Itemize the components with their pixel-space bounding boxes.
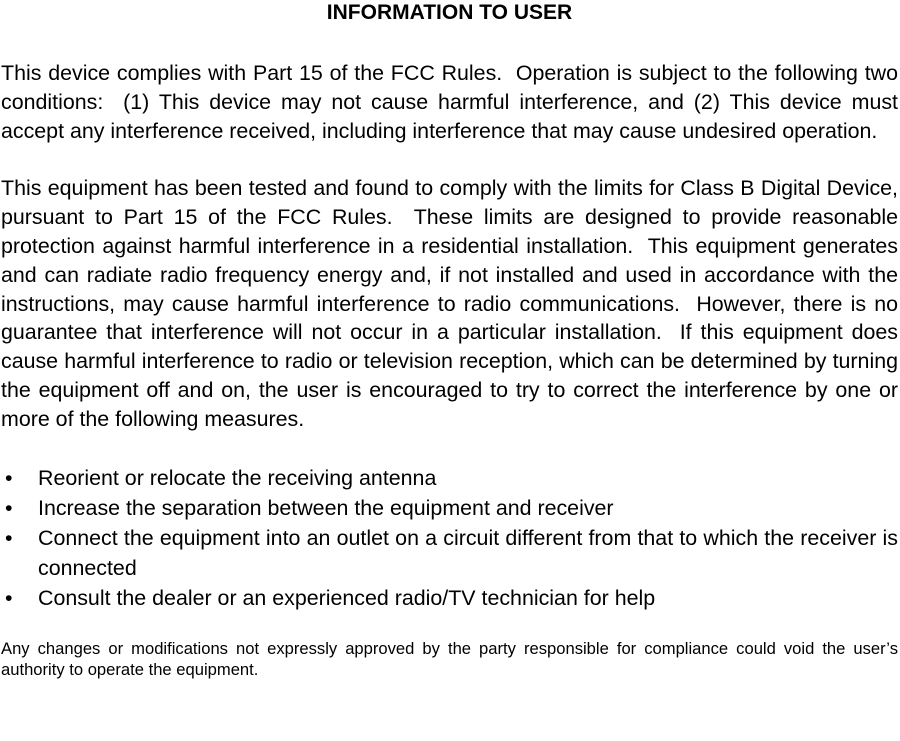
list-item-text: Reorient or relocate the receiving antenna <box>38 465 437 490</box>
list-item-text: Connect the equipment into an outlet on a circuit different from that to which the receiver is connected <box>38 525 898 580</box>
bullet-icon: • <box>5 495 13 520</box>
modification-notice: Any changes or modifications not expressly approved by the party responsible for compliance could void the user’s authority to operate the equipment. <box>1 638 898 680</box>
list-item <box>1 463 898 493</box>
list-item <box>1 493 898 523</box>
bullet-icon: • <box>5 465 13 490</box>
document-title: INFORMATION TO USER <box>326 1 573 24</box>
list-item <box>1 523 898 583</box>
bullet-icon: • <box>5 525 13 550</box>
list-item-text: Consult the dealer or an experienced radio/TV technician for help <box>38 585 656 610</box>
fcc-compliance-paragraph: This device complies with Part 15 of the FCC Rules. Operation is subject to the following two conditions: (1) This device may not cause harmful interference, and (2) This device must accept any interference received, including interference that may cause undesired operation. <box>1 61 898 143</box>
list-item <box>1 583 898 613</box>
bullet-icon: • <box>5 585 13 610</box>
class-b-limits-paragraph: This equipment has been tested and found to comply with the limits for Class B Digital Device, pursuant to Part 15 of the FCC Rules. These limits are designed to provide reasonable protection against harmful interference in a residential installation. This equipment generates and can radiate radio frequency energy and, if not installed and used in accordance with the instructions, may cause harmful interference to radio communications. However, there is no guarantee that interference will not occur in a particular installation. If this equipment does cause harmful interference to radio or television reception, which can be determined by turning the equipment off and on, the user is encouraged to try to correct the interference by one or more of the following measures. <box>1 176 898 431</box>
list-item-text: Increase the separation between the equipment and receiver <box>38 495 614 520</box>
interference-measures-list <box>1 463 898 613</box>
